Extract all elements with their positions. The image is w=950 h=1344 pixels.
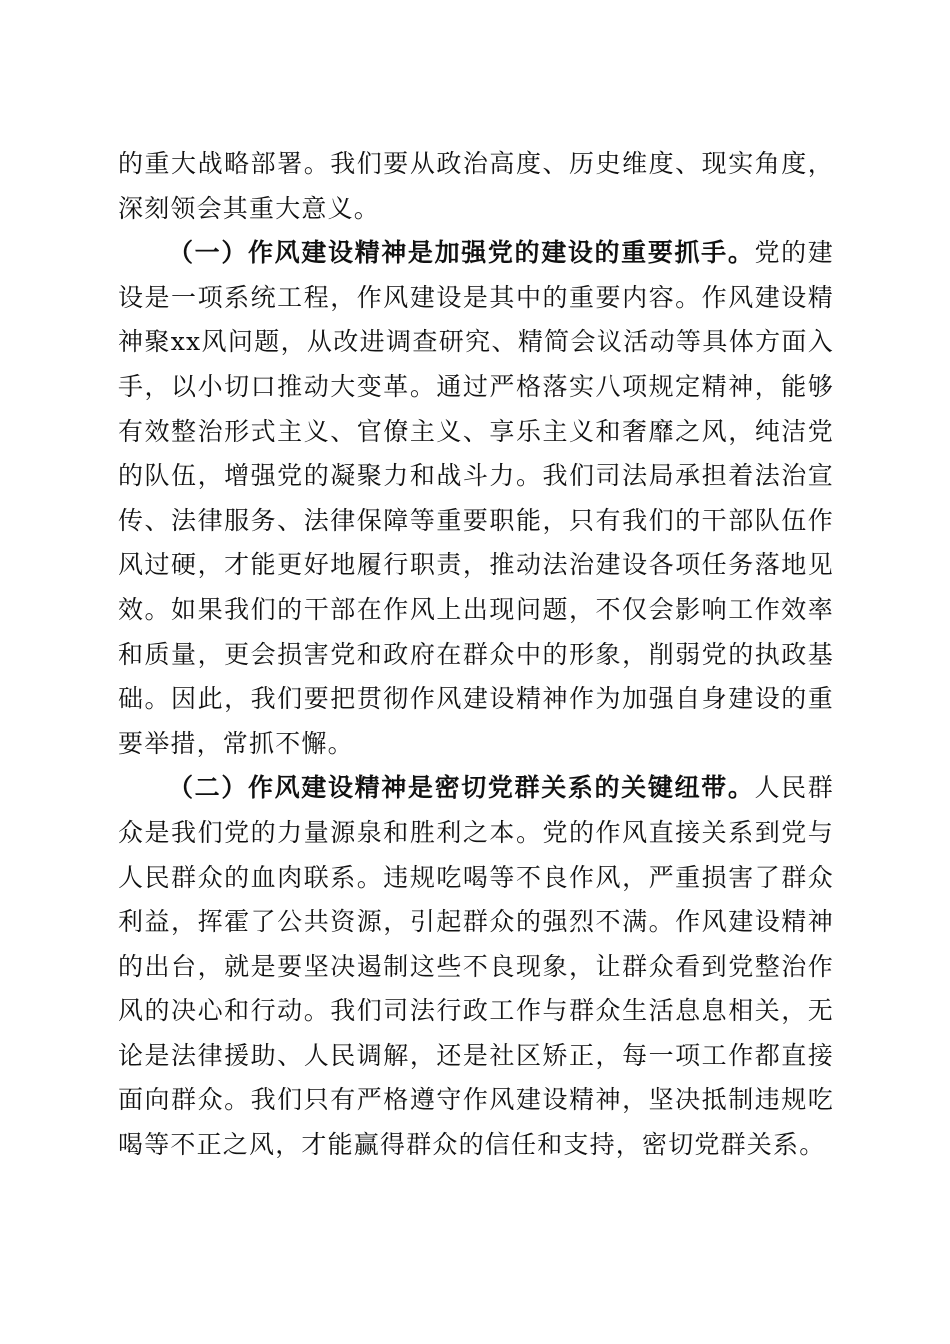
section-1-body: 党的建设是一项系统工程，作风建设是其中的重要内容。作风建设精神聚xx风问题，从改进调查研究、精简会议活动等具体方面入手，以小切口推动大变革。通过严格落实八项规定精神，能够有效整治形式主义、官僚主义、享乐主义和奢靡之风，纯洁党的队伍，增强党的凝聚力和战斗力。我们司法局承担着法治宣传、法律服务、法律保障等重要职能，只有我们的干部队伍作风过硬，才能更好地履行职责，推动法治建设各项任务落地见效。如果我们的干部在作风上出现问题，不仅会影响工作效率和质量，更会损害党和政府在群众中的形象，削弱党的执政基础。因此，我们要把贯彻作风建设精神作为加强自身建设的重要举措，常抓不懈。	[118, 238, 835, 758]
paragraph-intro	[118, 142, 834, 231]
section-2-heading: （二）作风建设精神是密切党群关系的关键纽带。	[168, 773, 755, 803]
paragraph-section-1	[118, 231, 834, 766]
section-2-body: 人民群众是我们党的力量源泉和胜利之本。党的作风直接关系到党与人民群众的血肉联系。违规吃喝等不良作风，严重损害了群众利益，挥霍了公共资源，引起群众的强烈不满。作风建设精神的出台，就是要坚决遏制这些不良现象，让群众看到党整治作风的决心和行动。我们司法行政工作与群众生活息息相关，无论是法律援助、人民调解，还是社区矫正，每一项工作都直接面向群众。我们只有严格遵守作风建设精神，坚决抵制违规吃喝等不正之风，才能赢得群众的信任和支持，密切党群关系。	[118, 773, 835, 1160]
document-page	[118, 142, 834, 1168]
section-1-heading: （一）作风建设精神是加强党的建设的重要抓手。	[168, 238, 755, 268]
paragraph-intro-text: 的重大战略部署。我们要从政治高度、历史维度、现实角度，深刻领会其重大意义。	[118, 149, 834, 223]
paragraph-section-2	[118, 766, 834, 1167]
